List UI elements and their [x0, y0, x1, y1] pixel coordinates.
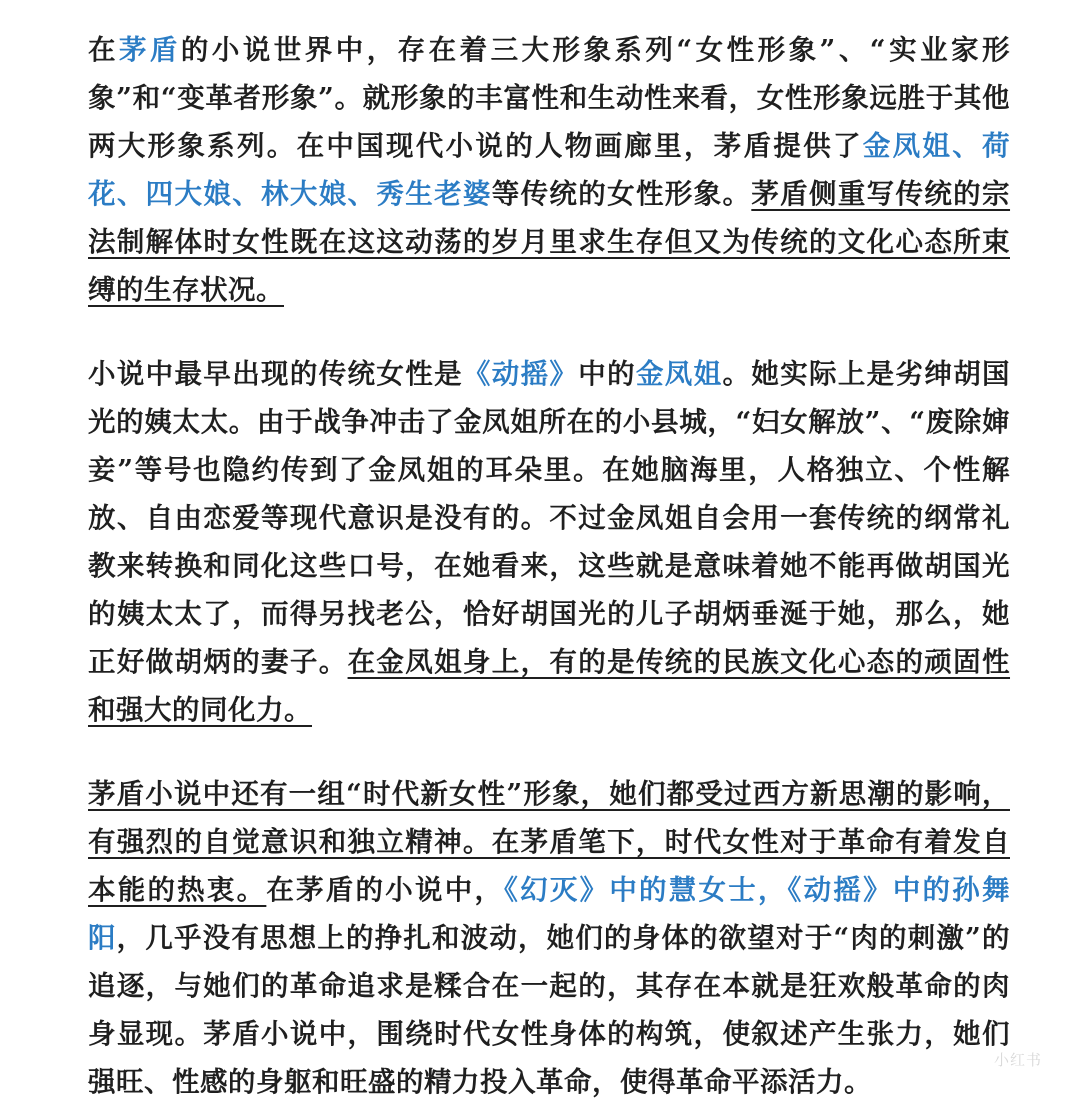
highlighted-text: 金凤姐、荷花、四大娘、林大娘、秀生老婆 [88, 130, 1011, 210]
underlined-text: 茅盾侧重写传统的宗法制解体时女性既在这这动荡的岁月里求生存但又为传统的文化心态所束缚的生存状况。 [88, 178, 1011, 306]
body-text: ，几乎没有思想上的挣扎和波动，她们的身体的欲望对于“肉的刺激”的追逐，与她们的革命追求是糅合在一起的，其存在本就是狂欢般革命的肉身显现。茅盾小说中，围绕时代女性身体的构筑，使叙述产生张力，她们强旺、性感的身躯和旺盛的精力投入革命，使得革命平添活力。 [88, 922, 1010, 1098]
body-text: 的小说世界中，存在着三大形象系列“女性形象”、“实业家形象”和“变革者形象”。就形象的丰富性和生动性来看，女性形象远胜于其他两大形象系列。在中国现代小说的人物画廊里，茅盾提供了 [88, 34, 1010, 162]
highlighted-text: 金凤姐 [635, 358, 723, 390]
underlined-text: 茅盾小说中还有一组“时代新女性”形象，她们都受过西方新思潮的影响，有强烈的自觉意识和独立精神。在茅盾笔下，时代女性对于革命有着发自本能的热衷。 [88, 778, 1010, 906]
paragraph-1 [88, 26, 1010, 314]
body-text: 。她实际上是劣绅胡国光的姨太太。由于战争冲击了金凤姐所在的小县城，“妇女解放”、“废除婶妾”等号也隐约传到了金凤姐的耳朵里。在她脑海里，人格独立、个性解放、自由恋爱等现代意识是没有的。不过金凤姐自会用一套传统的纲常礼教来转换和同化这些口号，在她看来，这些就是意味着她不能再做胡国光的姨太太了，而得另找老公，恰好胡国光的儿子胡炳垂涎于她，那么，她正好做胡炳的妻子。 [88, 358, 1011, 678]
body-text: 中的 [578, 358, 636, 390]
paragraph-2 [88, 350, 1010, 734]
paragraph-3 [88, 770, 1010, 1106]
body-text: 在 [88, 34, 119, 66]
body-text: 等传统的女性形象。 [491, 178, 752, 210]
underlined-text: 在金凤姐身上，有的是传统的民族文化心态的顽固性和强大的同化力。 [88, 646, 1011, 726]
highlighted-text: 茅盾 [118, 34, 181, 66]
watermark: 小红书 [993, 1052, 1042, 1069]
highlighted-text: 《动摇》 [462, 358, 579, 390]
highlighted-text: 《幻灭》中的慧女士，《动摇》中的孙舞阳 [88, 874, 1011, 954]
body-text: 小说中最早出现的传统女性是 [88, 358, 463, 390]
body-text: 在茅盾的小说中， [266, 874, 505, 906]
